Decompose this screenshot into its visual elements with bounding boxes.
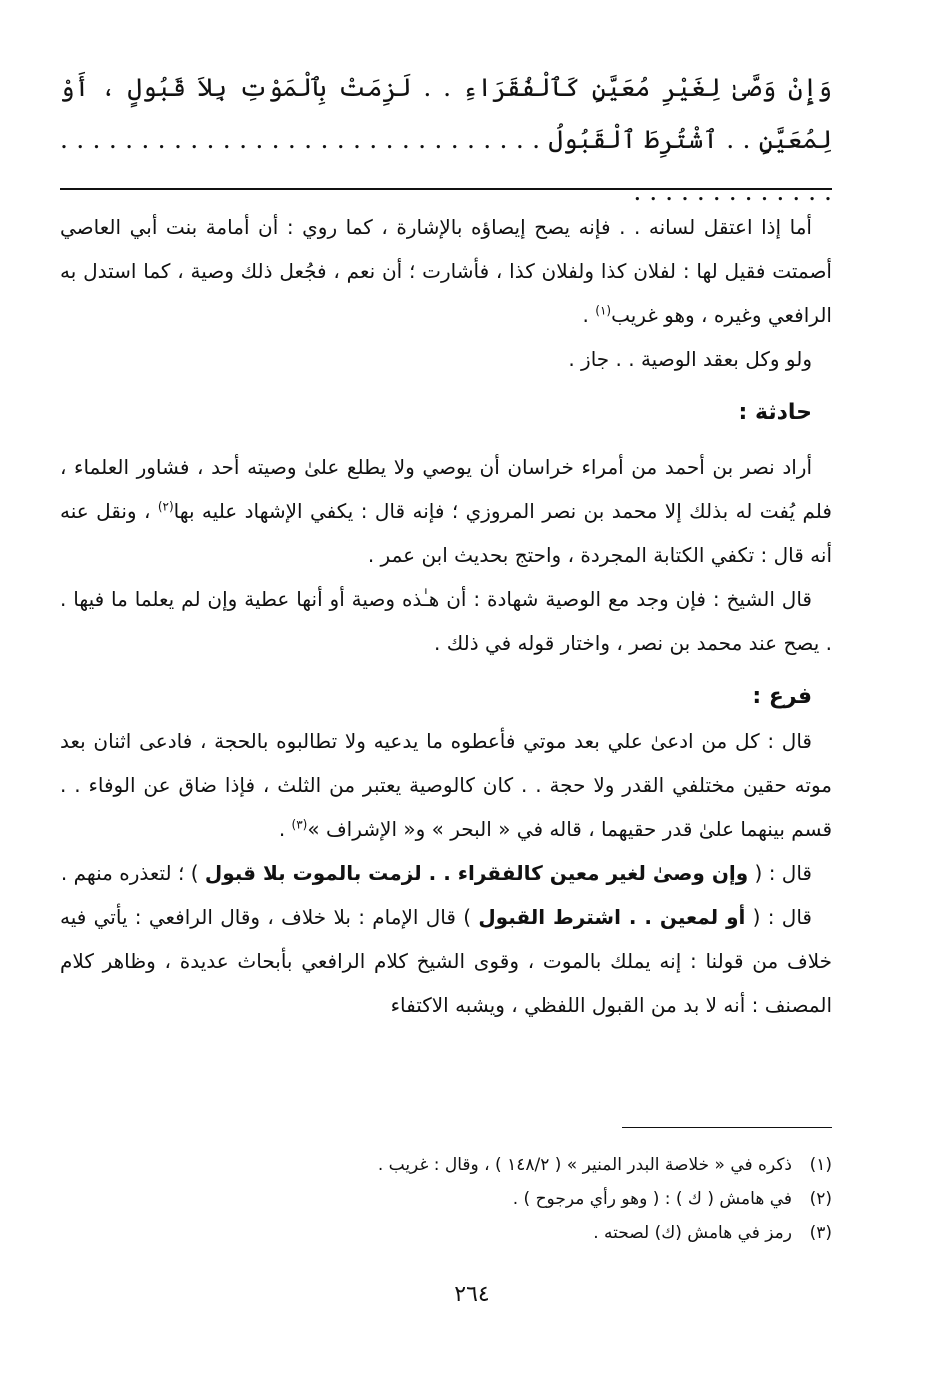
footnote <box>60 1216 832 1250</box>
footnote-marker[interactable]: (٣) <box>291 817 308 832</box>
footnote-text: ذكره في « خلاصة البدر المنير » ( ١٤٨/٢ ) ، وقال : غريب . <box>377 1155 792 1175</box>
paragraph-text: ) قال الإمام : بلا خلاف ، وقال الرافعي : يأتي فيه خلاف من قولنا : إنه يملك بالموت ، وقوى الشيخ كلام الرافعي بأبحاث عديدة ، وظاهر كلام المصنف : أنه لا بد من القبول اللفظي ، ويشبه الاكتفاء <box>60 905 832 1017</box>
paragraph <box>60 719 832 851</box>
footnote-marker[interactable]: (١) <box>595 303 612 318</box>
matn-line: وَإِنْ وَصَّىٰ لِغَيْرِ مُعَيَّنٍ كَٱلْفُقَرَاءِ . . لَزِمَتْ بِٱلْمَوْتِ بِلاَ قَبُولٍ ، أَوْ لِمُعَيَّنٍ . . ٱشْتُرِطَ ٱلْقَبُولُ <box>60 73 832 154</box>
footnote-text: في هامش ( ك ) : ( وهو رأي مرجوح ) . <box>512 1189 792 1209</box>
paragraph-text: ) ؛ لتعذره منهم . <box>60 861 205 885</box>
paragraph-text: أما إذا اعتقل لسانه . . فإنه يصح إيصاؤه بالإشارة ، كما روي : أن أمامة بنت أبي العاصي أصمتت فقيل لها : لفلان كذا ولفلان كذا ، فأشارت ؛ أن نعم ، فجُعل ذلك وصية ، كما استدل به الرافعي وغيره ، وهو غريب <box>60 215 832 327</box>
paragraph-end: . <box>278 817 292 841</box>
footnote <box>60 1182 832 1216</box>
footnote-separator-rule <box>622 1127 832 1128</box>
spacer <box>60 665 832 675</box>
paragraph-end: . <box>582 303 596 327</box>
section-heading: فرع : <box>752 684 812 709</box>
paragraph <box>60 445 832 577</box>
footnote-number: (٣) <box>809 1223 832 1243</box>
quote-open: قال : ( <box>748 861 812 885</box>
matn-quote: أو لمعين . . اشترط القبول <box>478 905 746 929</box>
footnote-text: رمز في هامش (ك) لصحته . <box>593 1223 792 1243</box>
paragraph: ولو وكل بعقد الوصية . . جاز . <box>568 347 812 371</box>
paragraph <box>60 895 832 1027</box>
footnote-marker[interactable]: (٢) <box>157 499 174 514</box>
page-number: ٢٦٤ <box>454 1282 490 1307</box>
spacer <box>60 435 832 445</box>
matn-separator-rule <box>60 188 832 190</box>
quote-open: قال : ( <box>745 905 812 929</box>
matn-dots: . . . . . . . . . . . . . . . . . . . . . . . . . . . . . . . . . . . . . . . . . . . <box>60 125 832 206</box>
paragraph <box>60 851 832 895</box>
paragraph <box>60 205 832 337</box>
commentary-body <box>60 205 832 1027</box>
paragraph-text: أراد نصر بن أحمد من أمراء خراسان أن يوصي ولا يطلع علىٰ وصيته أحد ، فشاور العلماء ، فلم يُفت له بذلك إلا محمد بن نصر المروزي ؛ فإنه قال : يكفي الإشهاد عليه بها <box>60 455 832 523</box>
footnote-number: (٢) <box>809 1189 832 1209</box>
matn-quote: وإن وصىٰ لغير معين كالفقراء . . لزمت بالموت بلا قبول <box>204 861 749 885</box>
paragraph-end: ، ونقل عنه أنه قال : تكفي الكتابة المجردة ، واحتج بحديث ابن عمر . <box>60 499 832 567</box>
matn-text <box>60 62 832 218</box>
spacer <box>60 381 832 391</box>
footnotes <box>60 1148 832 1250</box>
section-heading: حادثة : <box>738 400 812 425</box>
paragraph: قال الشيخ : فإن وجد مع الوصية شهادة : أن هـٰذه وصية أو أنها عطية وإن لم يعلما ما فيها . . يصح عند محمد بن نصر ، واختار قوله في ذلك . <box>60 587 832 655</box>
paragraph-text: قال : كل من ادعىٰ علي بعد موتي فأعطوه ما يدعيه ولا تطالبوه بالحجة ، فادعى اثنان بعد موته حقين مختلفي القدر ولا حجة . . كان كالوصية يعتبر من الثلث ، فإذا ضاق عن الوفاء . . قسم بينهما علىٰ قدر حقيهما ، قاله في « البحر » و« الإشراف » <box>60 729 832 841</box>
footnote <box>60 1148 832 1182</box>
footnote-number: (١) <box>809 1155 832 1175</box>
